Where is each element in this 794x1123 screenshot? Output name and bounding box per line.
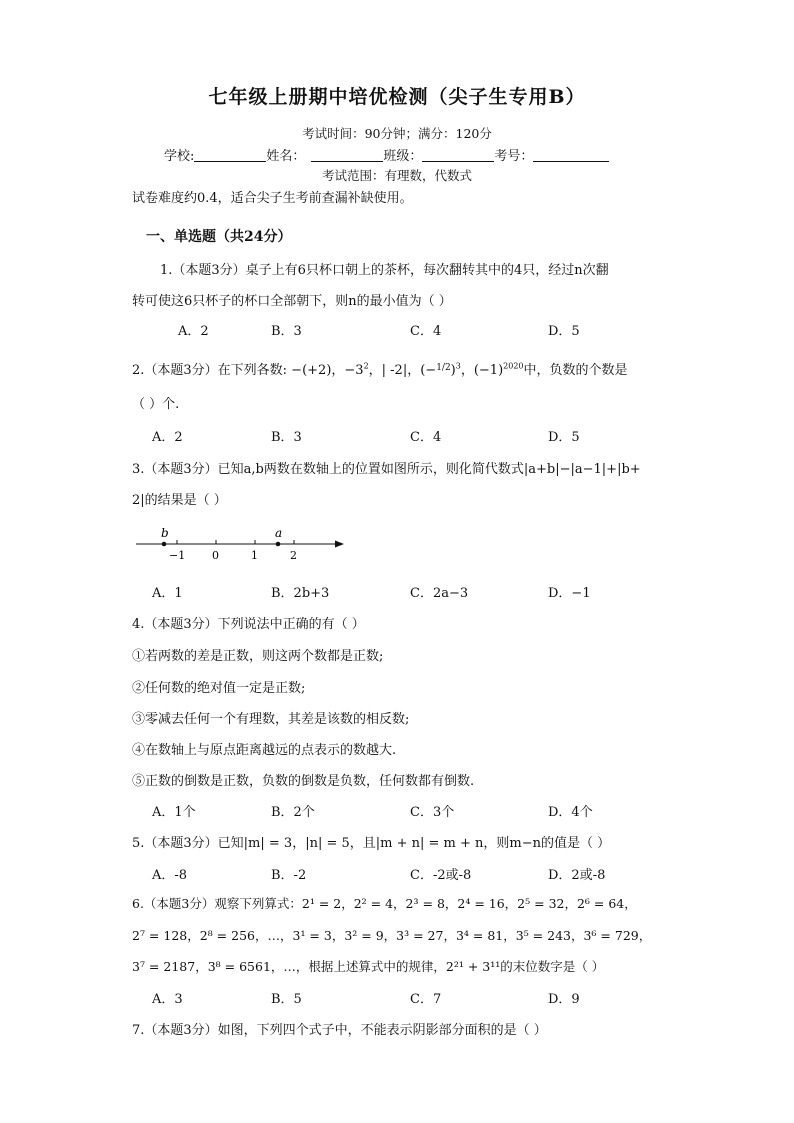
exam-scope: 考试范围：有理数，代数式 (321, 168, 472, 183)
q6-option-a[interactable]: A．3 (152, 992, 183, 1007)
q2-text-c: ) (450, 363, 456, 378)
q2-exp-2: 3 (455, 361, 461, 371)
q4-option-c[interactable]: C．3个 (410, 805, 455, 820)
number-label: 考号： (494, 149, 534, 164)
page-title: 七年级上册期中培优检测（尖子生专用B） (208, 86, 586, 108)
q6-option-b[interactable]: B．5 (271, 992, 302, 1007)
q6-option-c[interactable]: C．7 (410, 992, 442, 1007)
q2-text-e: 中，负数的个数是 (523, 363, 628, 378)
number-line-figure (130, 522, 360, 564)
q2-fraction: 1/2 (436, 363, 451, 373)
q4-option-b[interactable]: B．2个 (271, 805, 315, 820)
q2-text-a: 2.（本题3分）在下列各数: −(+2)，−3 (132, 363, 364, 378)
q4-option-a[interactable]: A．1个 (152, 805, 196, 820)
q4-option-d[interactable]: D．4个 (548, 805, 593, 820)
q2-option-a[interactable]: A．2 (152, 430, 183, 445)
q3-option-c[interactable]: C．2a−3 (410, 586, 469, 601)
q2-line1 (132, 359, 628, 378)
q5-option-b[interactable]: B．-2 (271, 868, 307, 883)
q4-statement-4: ④在数轴上与原点距离越远的点表示的数越大. (132, 743, 397, 758)
q2-exp-1: 2 (363, 361, 369, 371)
q3-line1: 3.（本题3分）已知a,b两数在数轴上的位置如图所示，则化简代数式|a+b|−|a−1|+|b+ (132, 462, 641, 477)
label-b: b (161, 526, 169, 540)
q3-option-b[interactable]: B．2b+3 (271, 586, 330, 601)
axis-arrow-icon (335, 541, 344, 548)
q4-statement-1: ①若两数的差是正数，则这两个数都是正数; (132, 649, 384, 664)
q4-statement-2: ②任何数的绝对值一定是正数; (132, 681, 306, 696)
tick-label-1: 1 (251, 549, 258, 562)
q1-option-d[interactable]: D．5 (548, 324, 580, 339)
tick-label-2: 2 (290, 549, 297, 562)
q6-line2: 2⁷ = 128，2⁸ = 256，…，3¹ = 3，3² = 9，3³ = 27，3⁴ = 81，3⁵ = 243，3⁶ = 729， (132, 928, 652, 943)
q2-option-b[interactable]: B．3 (271, 430, 302, 445)
q6-option-d[interactable]: D．9 (548, 992, 580, 1007)
q2-option-d[interactable]: D．5 (548, 430, 580, 445)
exam-time: 考试时间：90分钟；满分：120分 (302, 126, 492, 141)
q2-option-c[interactable]: C．4 (410, 430, 442, 445)
number-blank[interactable] (533, 149, 609, 162)
point-b (162, 542, 167, 547)
q6-line1: 6.（本题3分）观察下列算式：2¹ = 2，2² = 4，2³ = 8，2⁴ = 16，2⁵ = 32，2⁶ = 64， (132, 896, 637, 911)
q1-line2: 转可使这6只杯子的杯口全部朝下，则n的最小值为（ ） (132, 294, 452, 309)
tick-label-0: 0 (212, 549, 219, 562)
q1-option-b[interactable]: B．3 (271, 324, 302, 339)
q3-line2: 2|的结果是（ ） (132, 493, 227, 508)
q2-text-d: ，(−1) (460, 363, 504, 378)
q1-option-a[interactable]: A．2 (178, 324, 209, 339)
q4-statement-3: ③零减去任何一个有理数，其差是该数的相反数; (132, 712, 410, 727)
q3-option-a[interactable]: A．1 (152, 586, 183, 601)
q4-line1: 4.（本题3分）下列说法中正确的有（ ） (132, 617, 365, 632)
point-a (276, 542, 281, 547)
class-blank[interactable] (422, 149, 494, 162)
difficulty-note: 试卷难度约0.4，适合尖子生考前查漏补缺使用。 (132, 191, 413, 206)
q2-line2: （ ）个. (132, 397, 180, 412)
q5-option-d[interactable]: D．2或-8 (548, 868, 606, 883)
q4-statement-5: ⑤正数的倒数是正数，负数的倒数是负数，任何数都有倒数. (132, 774, 475, 789)
q1-option-c[interactable]: C．4 (410, 324, 442, 339)
school-label: 学校: (164, 149, 195, 164)
school-blank[interactable] (194, 149, 266, 162)
name-blank[interactable] (311, 149, 383, 162)
q5-option-a[interactable]: A．-8 (152, 868, 188, 883)
q5-option-c[interactable]: C．-2或-8 (410, 868, 472, 883)
q2-exp-3: 2020 (503, 361, 524, 371)
label-a: a (275, 526, 283, 540)
q3-option-d[interactable]: D．−1 (548, 586, 591, 601)
q6-line3: 3⁷ = 2187，3⁸ = 6561，…，根据上述算式中的规律，2²¹ + 3¹¹的末位数字是（ ） (132, 959, 605, 974)
q2-text-b: ，| -2|，(− (368, 363, 437, 378)
q5-line1: 5.（本题3分）已知|m| = 3，|n| = 5，且|m + n| = m + n，则m−n的值是（ ） (132, 836, 611, 851)
info-line (164, 145, 609, 164)
name-label: 姓名： (266, 149, 306, 164)
q7-line1: 7.（本题3分）如图，下列四个式子中，不能表示阴影部分面积的是（ ） (132, 1023, 547, 1038)
q1-line1: 1.（本题3分）桌子上有6只杯口朝上的茶杯，每次翻转其中的4只，经过n次翻 (160, 263, 609, 278)
class-label: 班级： (383, 149, 423, 164)
tick-label-neg1: −1 (169, 549, 186, 562)
section-title: 一、单选题（共24分） (146, 229, 292, 245)
